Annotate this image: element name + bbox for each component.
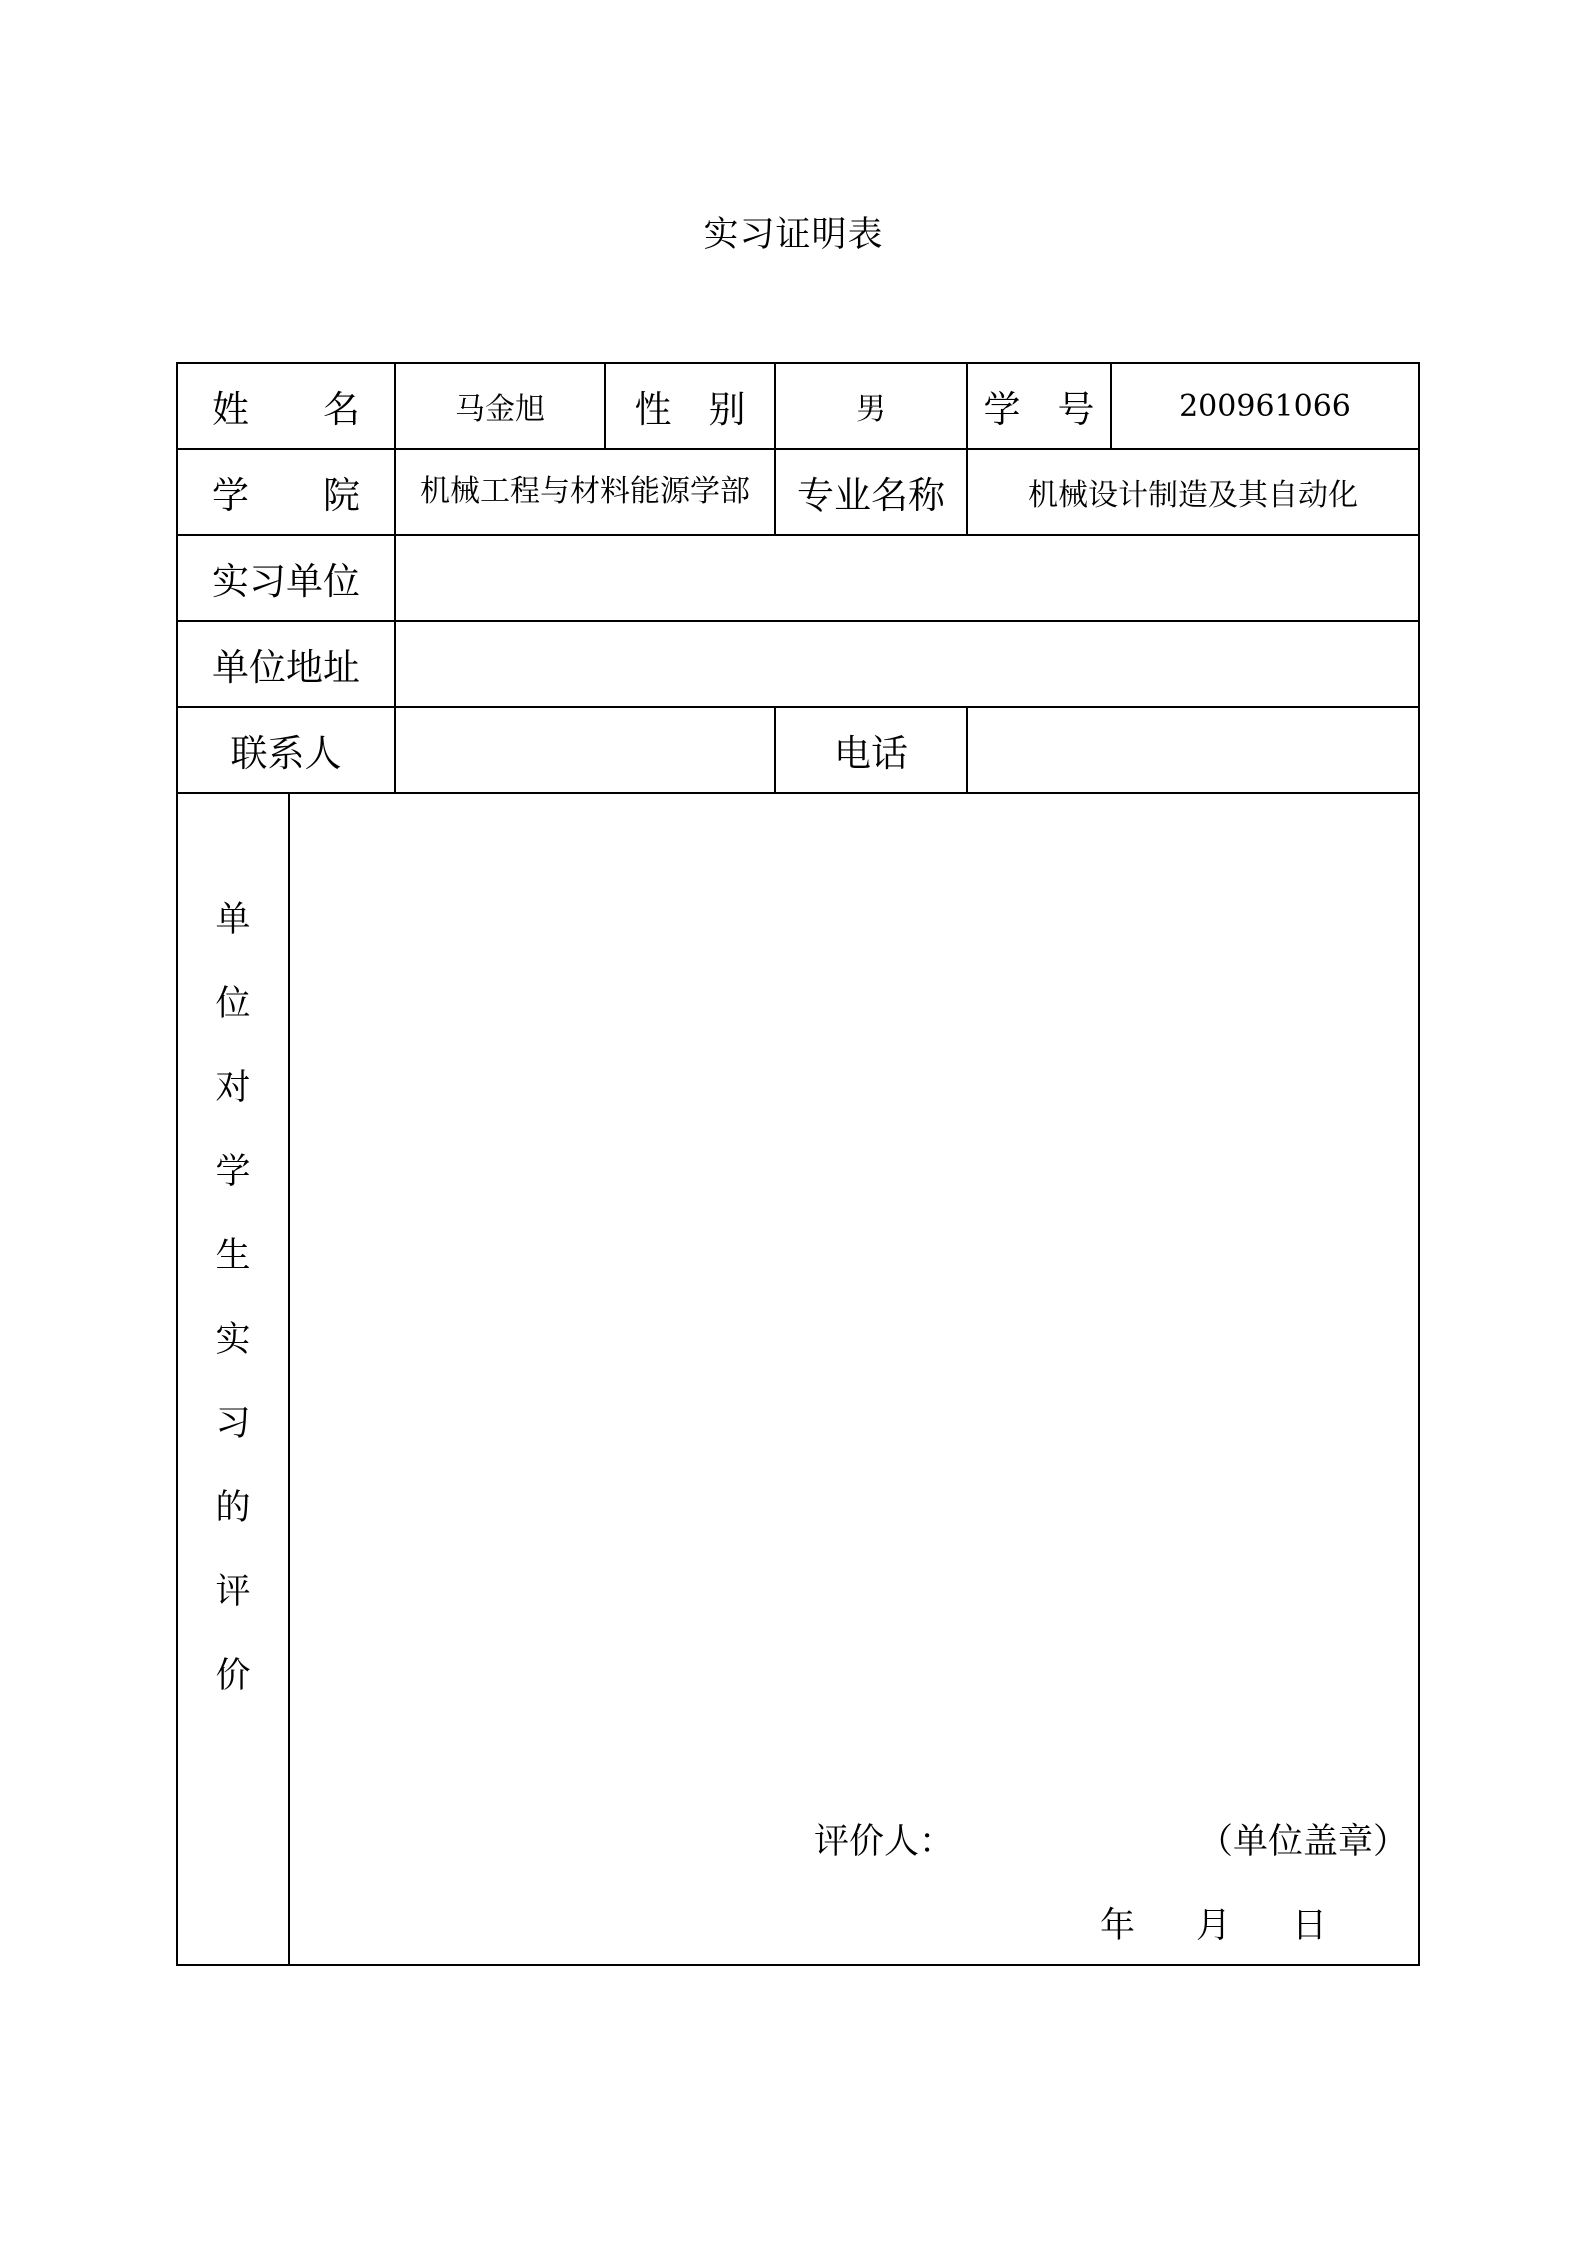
day-label: 日 (1292, 1906, 1328, 1946)
college-label: 学 院 (212, 474, 360, 517)
contact-person-label: 联系人 (230, 732, 342, 775)
phone-label: 电话 (834, 732, 908, 775)
internship-company-label: 实习单位 (212, 560, 360, 603)
company-address-field[interactable] (396, 622, 1418, 706)
month-label: 月 (1196, 1906, 1232, 1946)
student-id-label: 学 号 (983, 388, 1095, 431)
side-label-char: 价 (215, 1656, 251, 1696)
side-label-char: 生 (215, 1236, 251, 1276)
evaluator-label: 评价人： (814, 1822, 955, 1862)
side-label-char: 对 (215, 1068, 251, 1108)
year-label: 年 (1100, 1906, 1136, 1946)
side-label-char: 的 (215, 1488, 251, 1528)
phone-field[interactable] (968, 708, 1418, 792)
side-label-char: 习 (215, 1404, 251, 1444)
side-label-char: 位 (215, 984, 251, 1024)
side-label-char: 学 (215, 1152, 251, 1192)
certificate-form (176, 362, 1420, 1966)
page-title: 实习证明表 (703, 215, 884, 255)
contact-person-field[interactable] (396, 708, 774, 792)
student-id-value: 200961066 (1179, 388, 1351, 424)
side-label-char: 实 (215, 1320, 251, 1360)
gender-value: 男 (856, 392, 886, 427)
major-value: 机械设计制造及其自动化 (1028, 478, 1358, 513)
college-value: 机械工程与材料能源学部 (420, 474, 750, 509)
major-label: 专业名称 (797, 474, 945, 517)
name-value: 马金旭 (455, 392, 545, 427)
evaluation-text-area[interactable] (290, 794, 1418, 1964)
gender-label: 性 别 (634, 388, 746, 431)
name-label: 姓 名 (212, 388, 360, 431)
side-label-char: 评 (215, 1572, 251, 1612)
internship-company-field[interactable] (396, 536, 1418, 620)
seal-label: （单位盖章） (1198, 1822, 1409, 1862)
company-address-label: 单位地址 (212, 646, 360, 689)
side-label-char: 单 (215, 900, 251, 940)
evaluation-side-label (178, 878, 288, 1718)
